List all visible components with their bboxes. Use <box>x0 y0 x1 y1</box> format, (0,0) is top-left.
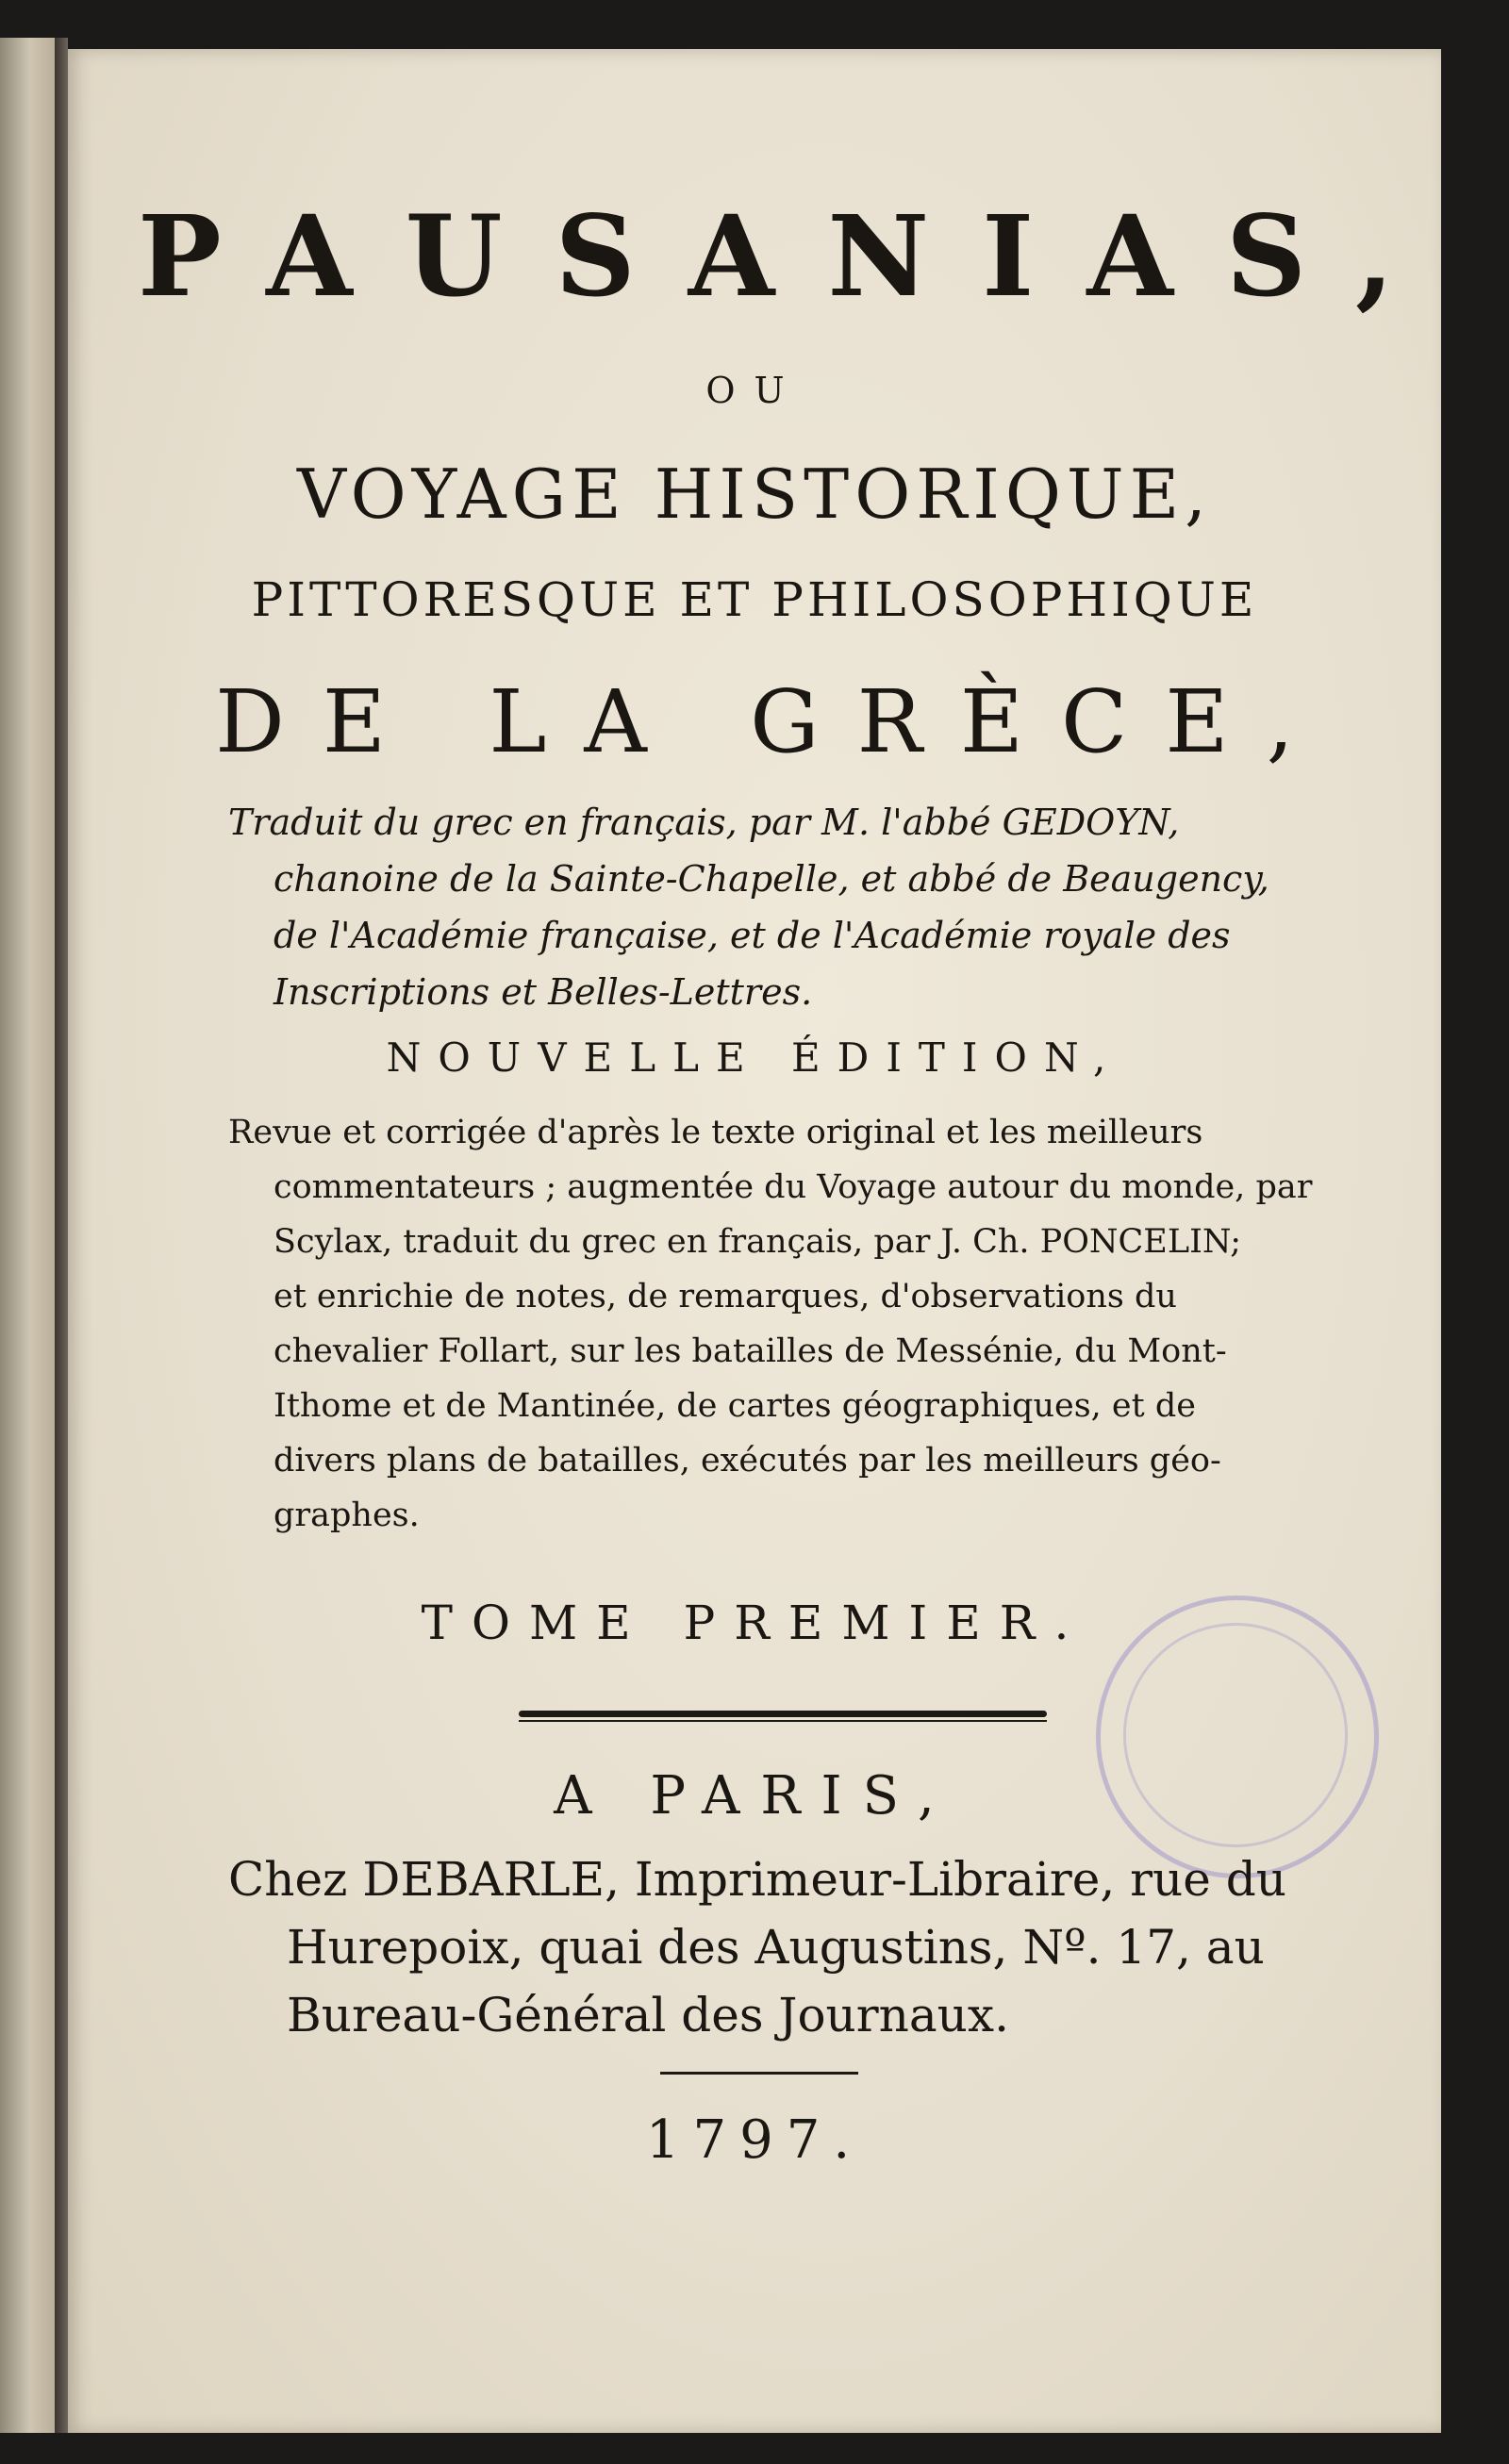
translator-line: Traduit du grec en français, par M. l'abbé GEDOYN, <box>228 802 1180 843</box>
volume-label: TOME PREMIER. <box>421 1596 1088 1650</box>
description-line: et enrichie de notes, de remarques, d'observations du <box>274 1278 1177 1315</box>
book-gutter <box>55 38 68 2433</box>
imprint-city: A PARIS, <box>554 1765 955 1827</box>
description-line: Scylax, traduit du grec en français, par J. Ch. PONCELIN; <box>274 1223 1242 1261</box>
publisher-imprint <box>228 1845 1351 2049</box>
description-line: Revue et corrigée d'après le texte original et les meilleurs <box>228 1114 1203 1151</box>
description-line: graphes. <box>274 1497 420 1534</box>
description-line: Ithome et de Mantinée, de cartes géographiques, et de <box>274 1387 1196 1425</box>
book-title: PAUSANIAS, <box>137 190 1448 322</box>
translator-line: de l'Académie française, et de l'Académie royale des <box>274 915 1231 956</box>
library-stamp <box>1096 1596 1379 1878</box>
left-page-edge <box>0 38 55 2433</box>
subtitle-line-3: DE LA GRÈCE, <box>215 671 1332 772</box>
description-line: divers plans de batailles, exécutés par les meilleurs géo- <box>274 1442 1221 1480</box>
imprint-line: Hurepoix, quai des Augustins, Nº. 17, au <box>287 1920 1265 1975</box>
translator-credit <box>228 794 1313 1020</box>
translator-line: chanoine de la Sainte-Chapelle, et abbé de Beaugency, <box>274 858 1269 900</box>
imprint-line: Bureau-Général des Journaux. <box>287 1988 1009 2042</box>
publication-year: 1797. <box>645 2109 864 2171</box>
edition-heading: NOUVELLE ÉDITION, <box>386 1034 1123 1081</box>
title-conjunction: OU <box>705 370 804 411</box>
short-rule <box>660 2072 858 2075</box>
title-page <box>68 49 1448 2433</box>
translator-line: Inscriptions et Belles-Lettres. <box>274 971 813 1013</box>
description-line: chevalier Follart, sur les batailles de Messénie, du Mont- <box>274 1332 1227 1370</box>
description-line: commentateurs ; augmentée du Voyage autour du monde, par <box>274 1168 1313 1206</box>
edition-description <box>228 1105 1327 1543</box>
ornamental-rule-thin <box>519 1720 1047 1722</box>
ornamental-rule <box>519 1711 1047 1717</box>
subtitle-line-1: VOYAGE HISTORIQUE, <box>296 455 1213 534</box>
imprint-line: Chez DEBARLE, Imprimeur-Libraire, rue du <box>228 1852 1286 1907</box>
subtitle-line-2: PITTORESQUE ET PHILOSOPHIQUE <box>251 572 1258 627</box>
